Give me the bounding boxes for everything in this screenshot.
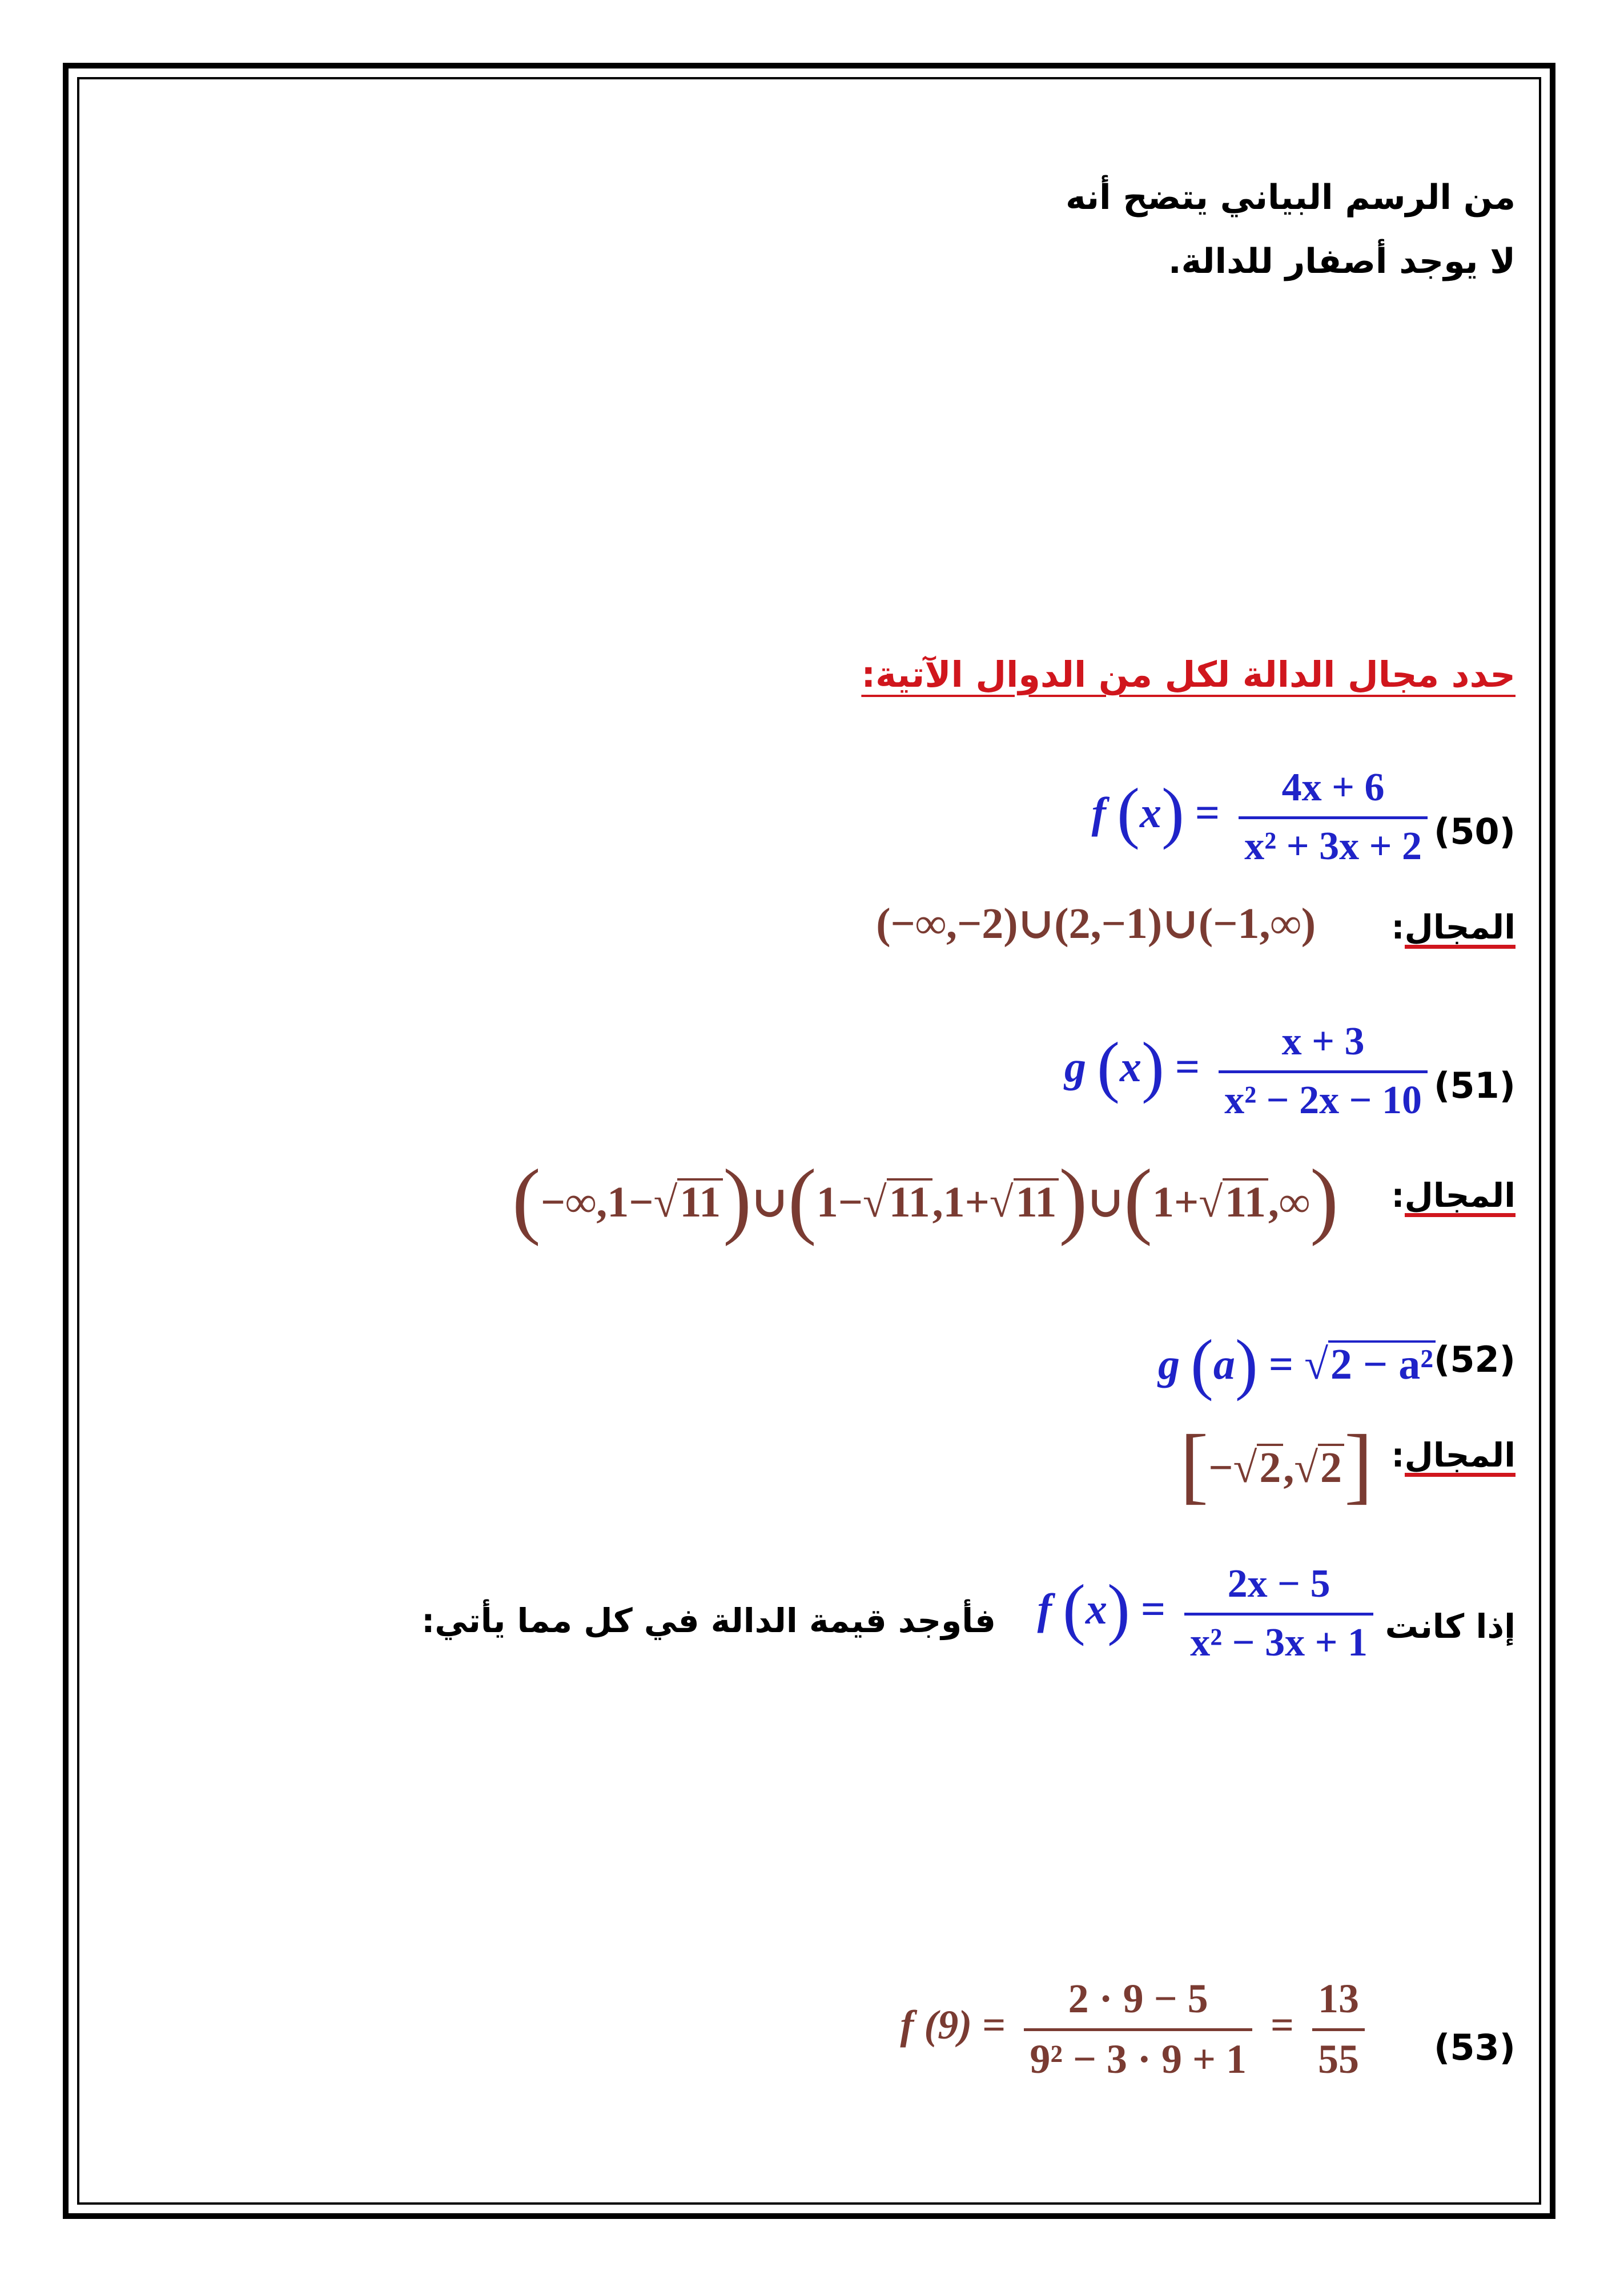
- numerator: x + 3: [1281, 1020, 1365, 1064]
- fraction: [1024, 1975, 1252, 2083]
- domain-label-50: المجال:: [1391, 908, 1516, 949]
- function-variable: x: [1119, 1042, 1141, 1091]
- fraction: [1184, 1561, 1373, 1666]
- problem-number-50: (50): [1434, 811, 1516, 852]
- function-variable: x: [1085, 1585, 1107, 1633]
- question-equation: f (x) = $\frac{2x - 5}{\text{x² − 3x + 1}}$: [1038, 1561, 1381, 1666]
- question-prefix: إذا كانت: [1385, 1607, 1516, 1646]
- equation-51: g (x) = $\frac{x + 3}{\text{x² − 2x − 10}}$: [1064, 1019, 1436, 1123]
- domain-label-51: المجال:: [1391, 1176, 1516, 1217]
- result-fraction: [1312, 1975, 1365, 2083]
- function-variable: a: [1213, 1340, 1235, 1388]
- domain-answer-52: [−√2,√2]: [1180, 1417, 1373, 1512]
- denominator: x² − 3x + 1: [1184, 1613, 1373, 1666]
- intro-line-1: من الرسم البياني يتضح أنه: [1066, 178, 1516, 217]
- question-suffix: فأوجد قيمة الدالة في كل مما يأتي:: [421, 1601, 996, 1640]
- function-name: g: [1064, 1042, 1086, 1091]
- function-name: f: [1091, 788, 1106, 837]
- result-denominator: 55: [1312, 2028, 1365, 2083]
- domain-answer-50: (−∞,−2)∪(2,−1)∪(−1,∞): [876, 900, 1316, 948]
- result-numerator: 13: [1318, 1976, 1359, 2021]
- problem-number-53: (53): [1434, 2027, 1516, 2068]
- page-border-inner: [77, 77, 1541, 2205]
- function-name: f: [1037, 1585, 1052, 1633]
- domain-label-52: المجال:: [1391, 1436, 1516, 1477]
- function-name: g: [1157, 1340, 1180, 1388]
- intro-text: [1066, 166, 1516, 293]
- intro-line-2: لا يوجد أصفار للدالة.: [1168, 241, 1516, 281]
- equation-52: g (a) = √2 − a²: [1158, 1324, 1436, 1403]
- problem-number-51: (51): [1434, 1065, 1516, 1106]
- denominator: x² + 3x + 2: [1239, 816, 1428, 869]
- numerator: 4x + 6: [1281, 766, 1385, 809]
- problem-number-52: (52): [1434, 1339, 1516, 1380]
- function-call: f (9): [900, 2002, 972, 2048]
- numerator: 2x − 5: [1227, 1562, 1330, 1606]
- denominator: 9² − 3 · 9 + 1: [1024, 2028, 1252, 2083]
- section-heading: حدد مجال الدالة لكل من الدوال الآتية:: [861, 654, 1516, 695]
- fraction: [1219, 1019, 1428, 1123]
- equation-53: f (9) = $\frac{2 \cdot 9 - 5}{\text{9² − 3 · 9 + 1}}$ = $\frac{13}{55}$: [900, 1975, 1373, 2083]
- domain-answer-51: (−∞,1−√11)∪(1−√11,1+√11)∪(1+√11,∞): [512, 1152, 1338, 1247]
- equation-50: f (x) = $\frac{4x + 6}{\text{x² + 3x + 2}}$: [1092, 765, 1436, 869]
- fraction: [1239, 765, 1428, 869]
- function-variable: x: [1139, 788, 1161, 837]
- radicand: 2 − a²: [1328, 1340, 1436, 1386]
- denominator: x² − 2x − 10: [1219, 1070, 1428, 1123]
- numerator: 2 · 9 − 5: [1068, 1976, 1208, 2021]
